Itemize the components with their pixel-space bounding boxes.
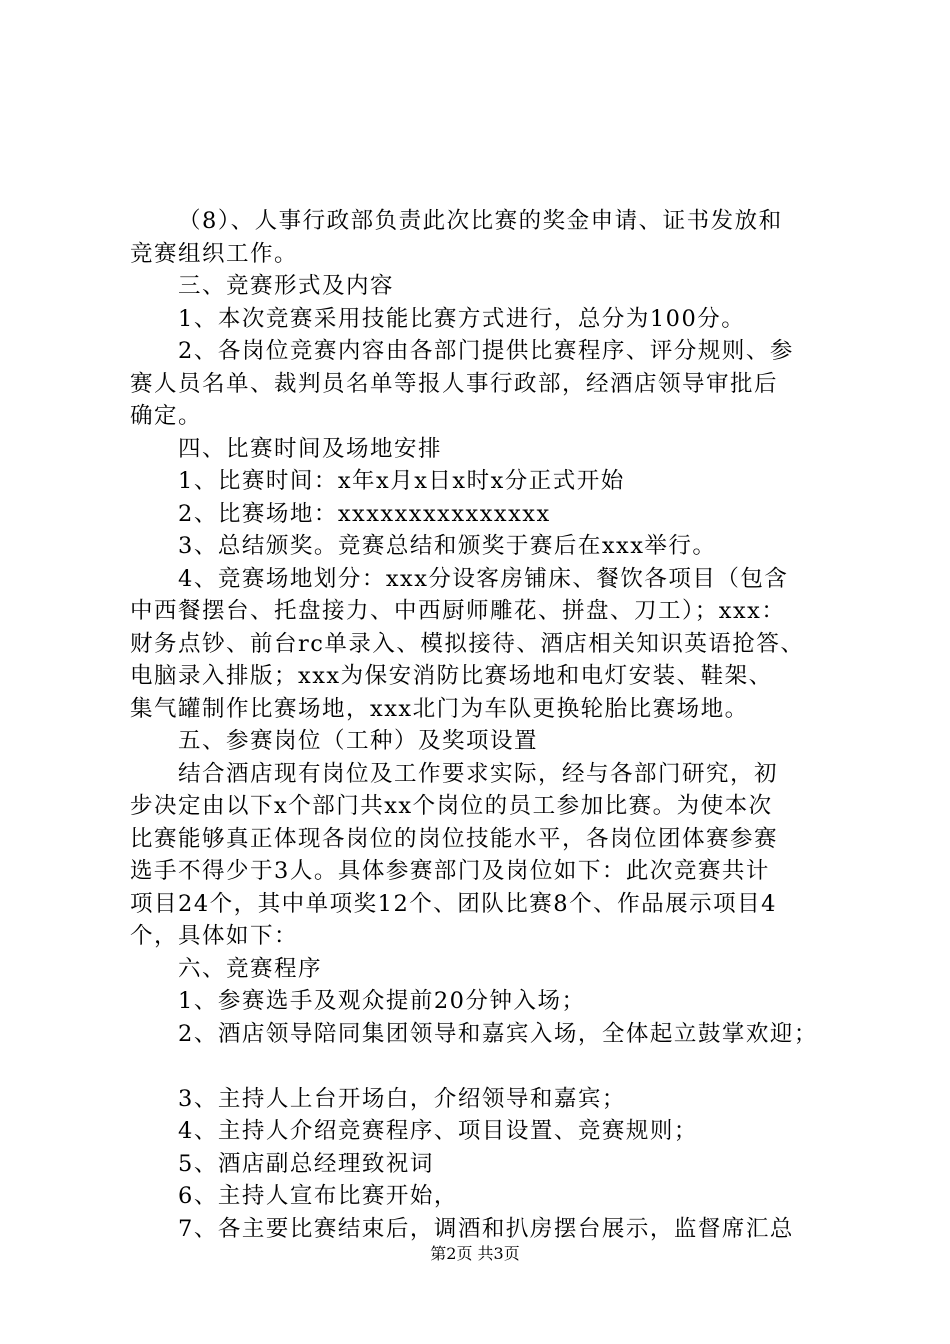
paragraph-line: 比赛能够真正体现各岗位的岗位技能水平，各岗位团体赛参赛 — [130, 825, 779, 852]
paragraph-line: 4、主持人介绍竞赛程序、项目设置、竞赛规则； — [178, 1118, 698, 1144]
paragraph-line: 1、比赛时间：x年x月x日x时x分正式开始 — [178, 468, 625, 494]
paragraph-line: 中西餐摆台、托盘接力、中西厨师雕花、拼盘、刀工）；xxx： — [130, 598, 786, 624]
paragraph-line: 财务点钞、前台rc单录入、模拟接待、酒店相关知识英语抢答、 — [130, 630, 805, 657]
section-heading: 四、比赛时间及场地安排 — [178, 435, 443, 462]
paragraph-line: 1、本次竞赛采用技能比赛方式进行，总分为100分。 — [178, 305, 746, 332]
paragraph-line: 确定。 — [130, 403, 203, 429]
section-heading: 五、参赛岗位（工种）及奖项设置 — [178, 728, 539, 754]
blank-line — [130, 1050, 830, 1083]
paragraph-line: 个，具体如下： — [130, 923, 299, 949]
paragraph-line: 项目24个，其中单项奖12个、团队比赛8个、作品展示项目4 — [130, 890, 777, 917]
paragraph-line: （8）、人事行政部负责此次比赛的奖金申请、证书发放和 — [178, 208, 783, 234]
paragraph-line: 1、参赛选手及观众提前20分钟入场； — [178, 988, 586, 1014]
paragraph-line: 2、比赛场地：xxxxxxxxxxxxxxx — [178, 500, 551, 527]
paragraph-line: 2、各岗位竞赛内容由各部门提供比赛程序、评分规则、参 — [178, 338, 794, 364]
paragraph-line: 竞赛组织工作。 — [130, 240, 299, 267]
paragraph-line: 6、主持人宣布比赛开始， — [178, 1183, 458, 1209]
paragraph-line: 步决定由以下x个部门共xx个岗位的员工参加比赛。为使本次 — [130, 793, 773, 819]
paragraph-line: 4、竞赛场地划分：xxx分设客房铺床、餐饮各项目（包含 — [178, 565, 789, 592]
paragraph-line: 2、酒店领导陪同集团领导和嘉宾入场，全体起立鼓掌欢迎； — [178, 1020, 818, 1047]
page-number-footer: 第2页 共3页 — [430, 1244, 520, 1263]
paragraph-line: 集气罐制作比赛场地，xxx北门为车队更换轮胎比赛场地。 — [130, 695, 749, 722]
paragraph-line: 赛人员名单、裁判员名单等报人事行政部，经酒店领导审批后 — [130, 370, 779, 397]
section-heading: 六、竞赛程序 — [178, 955, 323, 982]
paragraph-line: 结合酒店现有岗位及工作要求实际，经与各部门研究，初 — [178, 760, 779, 787]
paragraph-line: 3、主持人上台开场白，介绍领导和嘉宾； — [178, 1085, 626, 1112]
paragraph-line: 5、酒店副总经理致祝词 — [178, 1150, 434, 1177]
paragraph-line: 7、各主要比赛结束后，调酒和扒房摆台展示，监督席汇总 — [178, 1215, 794, 1242]
section-heading: 三、竞赛形式及内容 — [178, 273, 395, 299]
paragraph-line: 3、总结颁奖。竞赛总结和颁奖于赛后在xxx举行。 — [178, 533, 717, 559]
document-body — [130, 205, 830, 1245]
paragraph-line: 电脑录入排版；xxx为保安消防比赛场地和电灯安装、鞋架、 — [130, 663, 773, 689]
paragraph-line: 选手不得少于3人。具体参赛部门及岗位如下：此次竞赛共计 — [130, 858, 770, 884]
